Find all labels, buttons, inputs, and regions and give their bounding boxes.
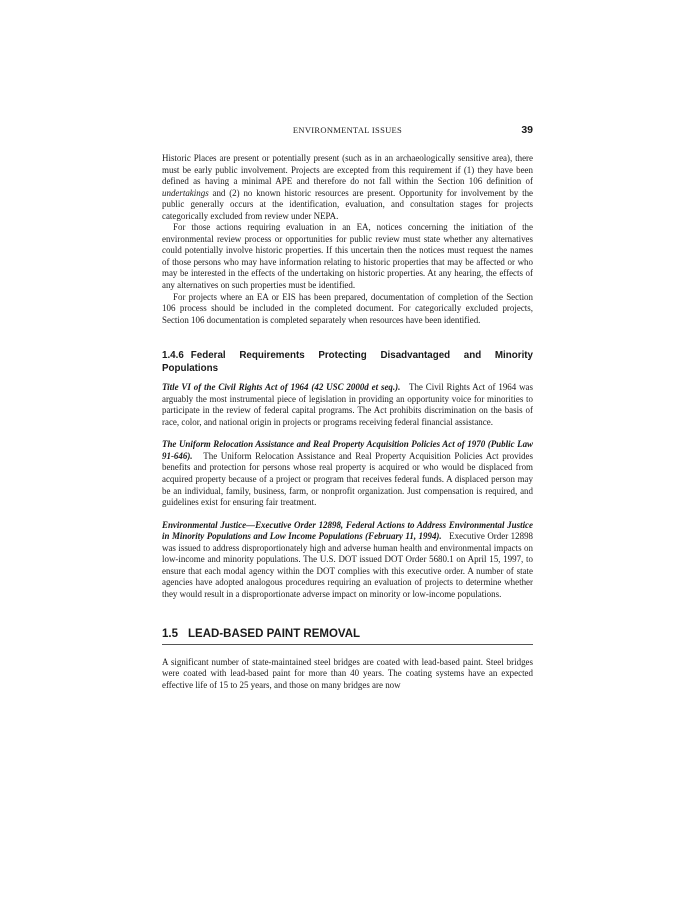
running-head: ENVIRONMENTAL ISSUES [292, 125, 403, 135]
section-title: Federal Requirements Protecting Disadvantaged and Minority Populations [162, 350, 533, 374]
section-1-5-heading [162, 627, 533, 645]
item-text: The Uniform Relocation Assistance and Real Property Acquisition Policies Act provides benefits and protection for persons whose real property is acquired or who would be displaced from acquired property because of a project or program that receives federal funds. A displaced person may be an individual, family, business, farm, or nonprofit organization. Just compensation is required, and guidelines exist for ensuring fair treatment. [162, 450, 533, 508]
item-text: The Civil Rights Act of 1964 was arguably the most instrumental piece of legislation in providing an opportunity voice for minorities to participate in the review of federal capital programs. The Act prohibits discrimination on the basis of race, color, and national origin in projects or programs receiving federal financial assistance. [162, 382, 533, 427]
paragraph-ea-notices: For those actions requiring evaluation in an EA, notices concerning the initiation of the environmental review process or opportunities for public review must state whether any alternatives could potentially involve historic properties. If this uncertain then the notices must request the names of those persons who may have information relating to historic properties that may be affected or who may be interested in the effects of the undertaking on historic properties. At any hearing, the effects of any alternatives on such properties must be identified. [162, 222, 533, 291]
item-lead: Title VI of the Civil Rights Act of 1964 (42 USC 2000d et seq.). [162, 382, 401, 393]
paragraph-section-106-documentation: For projects where an EA or EIS has been prepared, documentation of completion of the Section 106 process should be included in the completed document. For categorically excluded projects, Section 106 documentation is completed separately when resources have been identified. [162, 291, 533, 325]
emphasis-undertakings: undertakings [162, 187, 209, 198]
item-uniform-relocation-act [162, 439, 533, 508]
section-title: LEAD-BASED PAINT REMOVAL [188, 627, 361, 640]
section-number: 1.5 [162, 627, 178, 640]
paragraph-lead-paint: A significant number of state-maintained steel bridges are coated with lead-based paint. Steel bridges were coated with lead-based paint for more than 40 years. The coating systems have an expected effective life of 15 to 25 years, and those on many bridges are now [162, 656, 533, 690]
page-body [162, 153, 533, 691]
item-environmental-justice [162, 520, 533, 601]
item-text: Executive Order 12898 was issued to address disproportionately high and adverse human health and environmental impacts on low-income and minority populations. The U.S. DOT issued DOT Order 5680.1 on April 15, 1997, to ensure that each modal agency within the DOT complies with this executive order. A number of state agencies have adopted analogous procedures requiring an evaluation of projects to determine whether they would result in a disproportionate adverse impact on minority or low-income populations. [162, 531, 534, 599]
item-lead: Environmental Justice—Executive Order 12898, Federal Actions to Address Environmental Justice in Minority Populations and Low Income Populations (February 11, 1994). [162, 519, 533, 542]
page-number: 39 [521, 124, 533, 136]
paragraph-historic-places: Historic Places are present or potentially present (such as in an archaeologically sensitive area), there must be early public involvement. Projects are excepted from this requirement if (1) they have been defined as having a minimal APE and therefore do not fall within the Section 106 definition of undertakings and (2) no known historic resources are present. Opportunity for involvement by the public generally occurs at the identification, evaluation, and consultation stages for projects categorically excluded from review under NEPA. [162, 153, 533, 221]
item-civil-rights-act [162, 382, 533, 428]
section-1-4-6-heading [162, 350, 533, 375]
page-header [162, 125, 533, 139]
section-number: 1.4.6 [162, 350, 184, 362]
item-lead: The Uniform Relocation Assistance and Real Property Acquisition Policies Act of 1970 (Public Law 91-646). [162, 439, 533, 461]
